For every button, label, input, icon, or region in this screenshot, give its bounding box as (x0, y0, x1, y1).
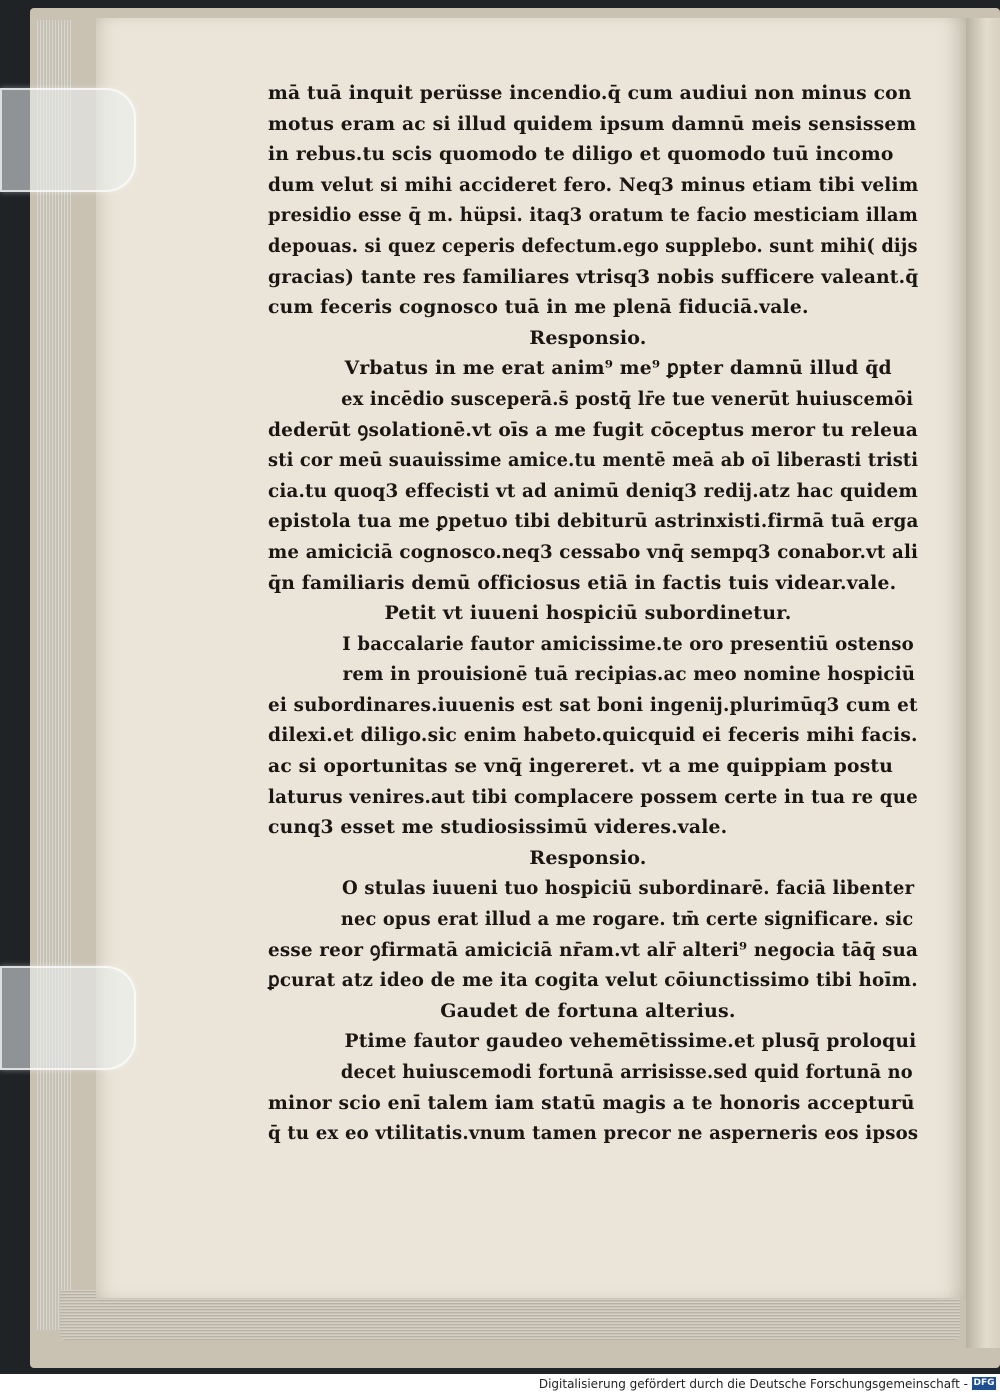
funding-credit: Digitalisierung gefördert durch die Deutsche Forschungsgemeinschaft - (538, 1377, 968, 1391)
page-clip-bottom (0, 966, 136, 1070)
text-line: sti cor meū suauissime amice.tu mentē meā ab oī liberasti tristi (268, 449, 919, 472)
text-line: dederūt ꝯsolationē.vt oīs a me fugit cōceptus meror tu releua (268, 418, 918, 441)
section-heading: Petit vt iuueni hospiciū subordinetur. (384, 602, 792, 625)
facing-page-gutter (966, 18, 1000, 1348)
text-block (268, 78, 928, 1149)
text-line: O stulas iuueni tuo hospiciū subordinarē. faciā libenter (342, 877, 915, 900)
text-line: esse reor ꝯfirmatā amiciciā nr̄am.vt alr̄ alteri⁹ negocia tāq̄ sua (268, 938, 919, 961)
text-line: motus eram ac si illud quidem ipsum damnū meis sensissem (268, 112, 917, 135)
section-heading: Responsio. (529, 846, 647, 869)
text-line: depouas. si quez ceperis defectum.ego supplebo. sunt mihi( dijs (268, 234, 918, 257)
text-line: Vrbatus in me erat anim⁹ me⁹ ꝑpter damnū illud q̄d (344, 357, 892, 380)
text-line: presidio esse q̄ m. hüpsi. itaq3 oratum te facio mesticiam illam (268, 204, 919, 227)
text-line: cum feceris cognosco tuā in me plenā fiduciā.vale. (268, 296, 809, 319)
page-edges-left (36, 20, 72, 1330)
page-clip-top (0, 88, 136, 192)
text-line: ꝑcurat atz ideo de me ita cogita velut cōiunctissimo tibi hoīm. (268, 969, 918, 992)
text-line: in rebus.tu scis quomodo te diligo et quomodo tuū incomo (268, 143, 894, 166)
text-line: minor scio enī talem iam statū magis a te honoris accepturū (268, 1091, 915, 1114)
text-line: cunq3 esset me studiosissimū videres.vale. (268, 816, 728, 839)
text-line: nec opus erat illud a me rogare. tm̄ certe significare. sic (340, 908, 914, 931)
dfg-logo-icon: DFG (973, 1378, 995, 1388)
text-line: gracias) tante res familiares vtrisq3 nobis sufficere valeant.q̄ (268, 265, 919, 288)
text-line: rem in prouisionē tuā recipias.ac meo nomine hospiciū (342, 663, 916, 686)
section-heading: Responsio. (529, 326, 647, 349)
text-line: dum velut si mihi accideret fero. Neq3 minus etiam tibi velim (268, 173, 919, 196)
text-line: ac si oportunitas se vnq̄ ingereret. vt a me quippiam postu (268, 755, 894, 778)
text-line: q̄n familiaris demū officiosus etiā in factis tuis videar.vale. (268, 571, 897, 594)
text-line: ei subordinares.iuuenis est sat boni ingenij.plurimūq3 cum et (268, 693, 918, 716)
text-line: dilexi.et diligo.sic enim habeto.quicquid ei feceris mihi facis. (268, 724, 918, 747)
text-line: mā tuā inquit perüsse incendio.q̄ cum audiui non minus con (268, 82, 912, 104)
text-line: q̄ tu ex eo vtilitatis.vnum tamen precor ne asperneris eos ipsos (268, 1122, 919, 1145)
text-line: I baccalarie fautor amicissime.te oro presentiū ostenso (342, 632, 914, 655)
text-line: laturus venires.aut tibi complacere possem certe in tua re que (268, 785, 918, 808)
text-line: ex incēdio susceperā.s̄ postq̄ lr̄e tue venerūt huiuscemōi (341, 387, 914, 410)
text-line: me amiciciā cognosco.neq3 cessabo vnq̄ sempq3 conabor.vt ali (268, 540, 919, 563)
text-line: Ptime fautor gaudeo vehemētissime.et plusq̄ proloqui (344, 1030, 917, 1053)
text-line: epistola tua me ꝑpetuo tibi debiturū astrinxisti.firmā tuā erga (268, 510, 919, 533)
text-line: cia.tu quoq3 effecisti vt ad animū deniq3 redij.atz hac quidem (268, 479, 918, 502)
section-heading: Gaudet de fortuna alterius. (440, 999, 736, 1022)
footer-bar (0, 1374, 1000, 1394)
text-line: decet huiuscemodi fortunā arrisisse.sed quid fortunā no (340, 1061, 913, 1083)
